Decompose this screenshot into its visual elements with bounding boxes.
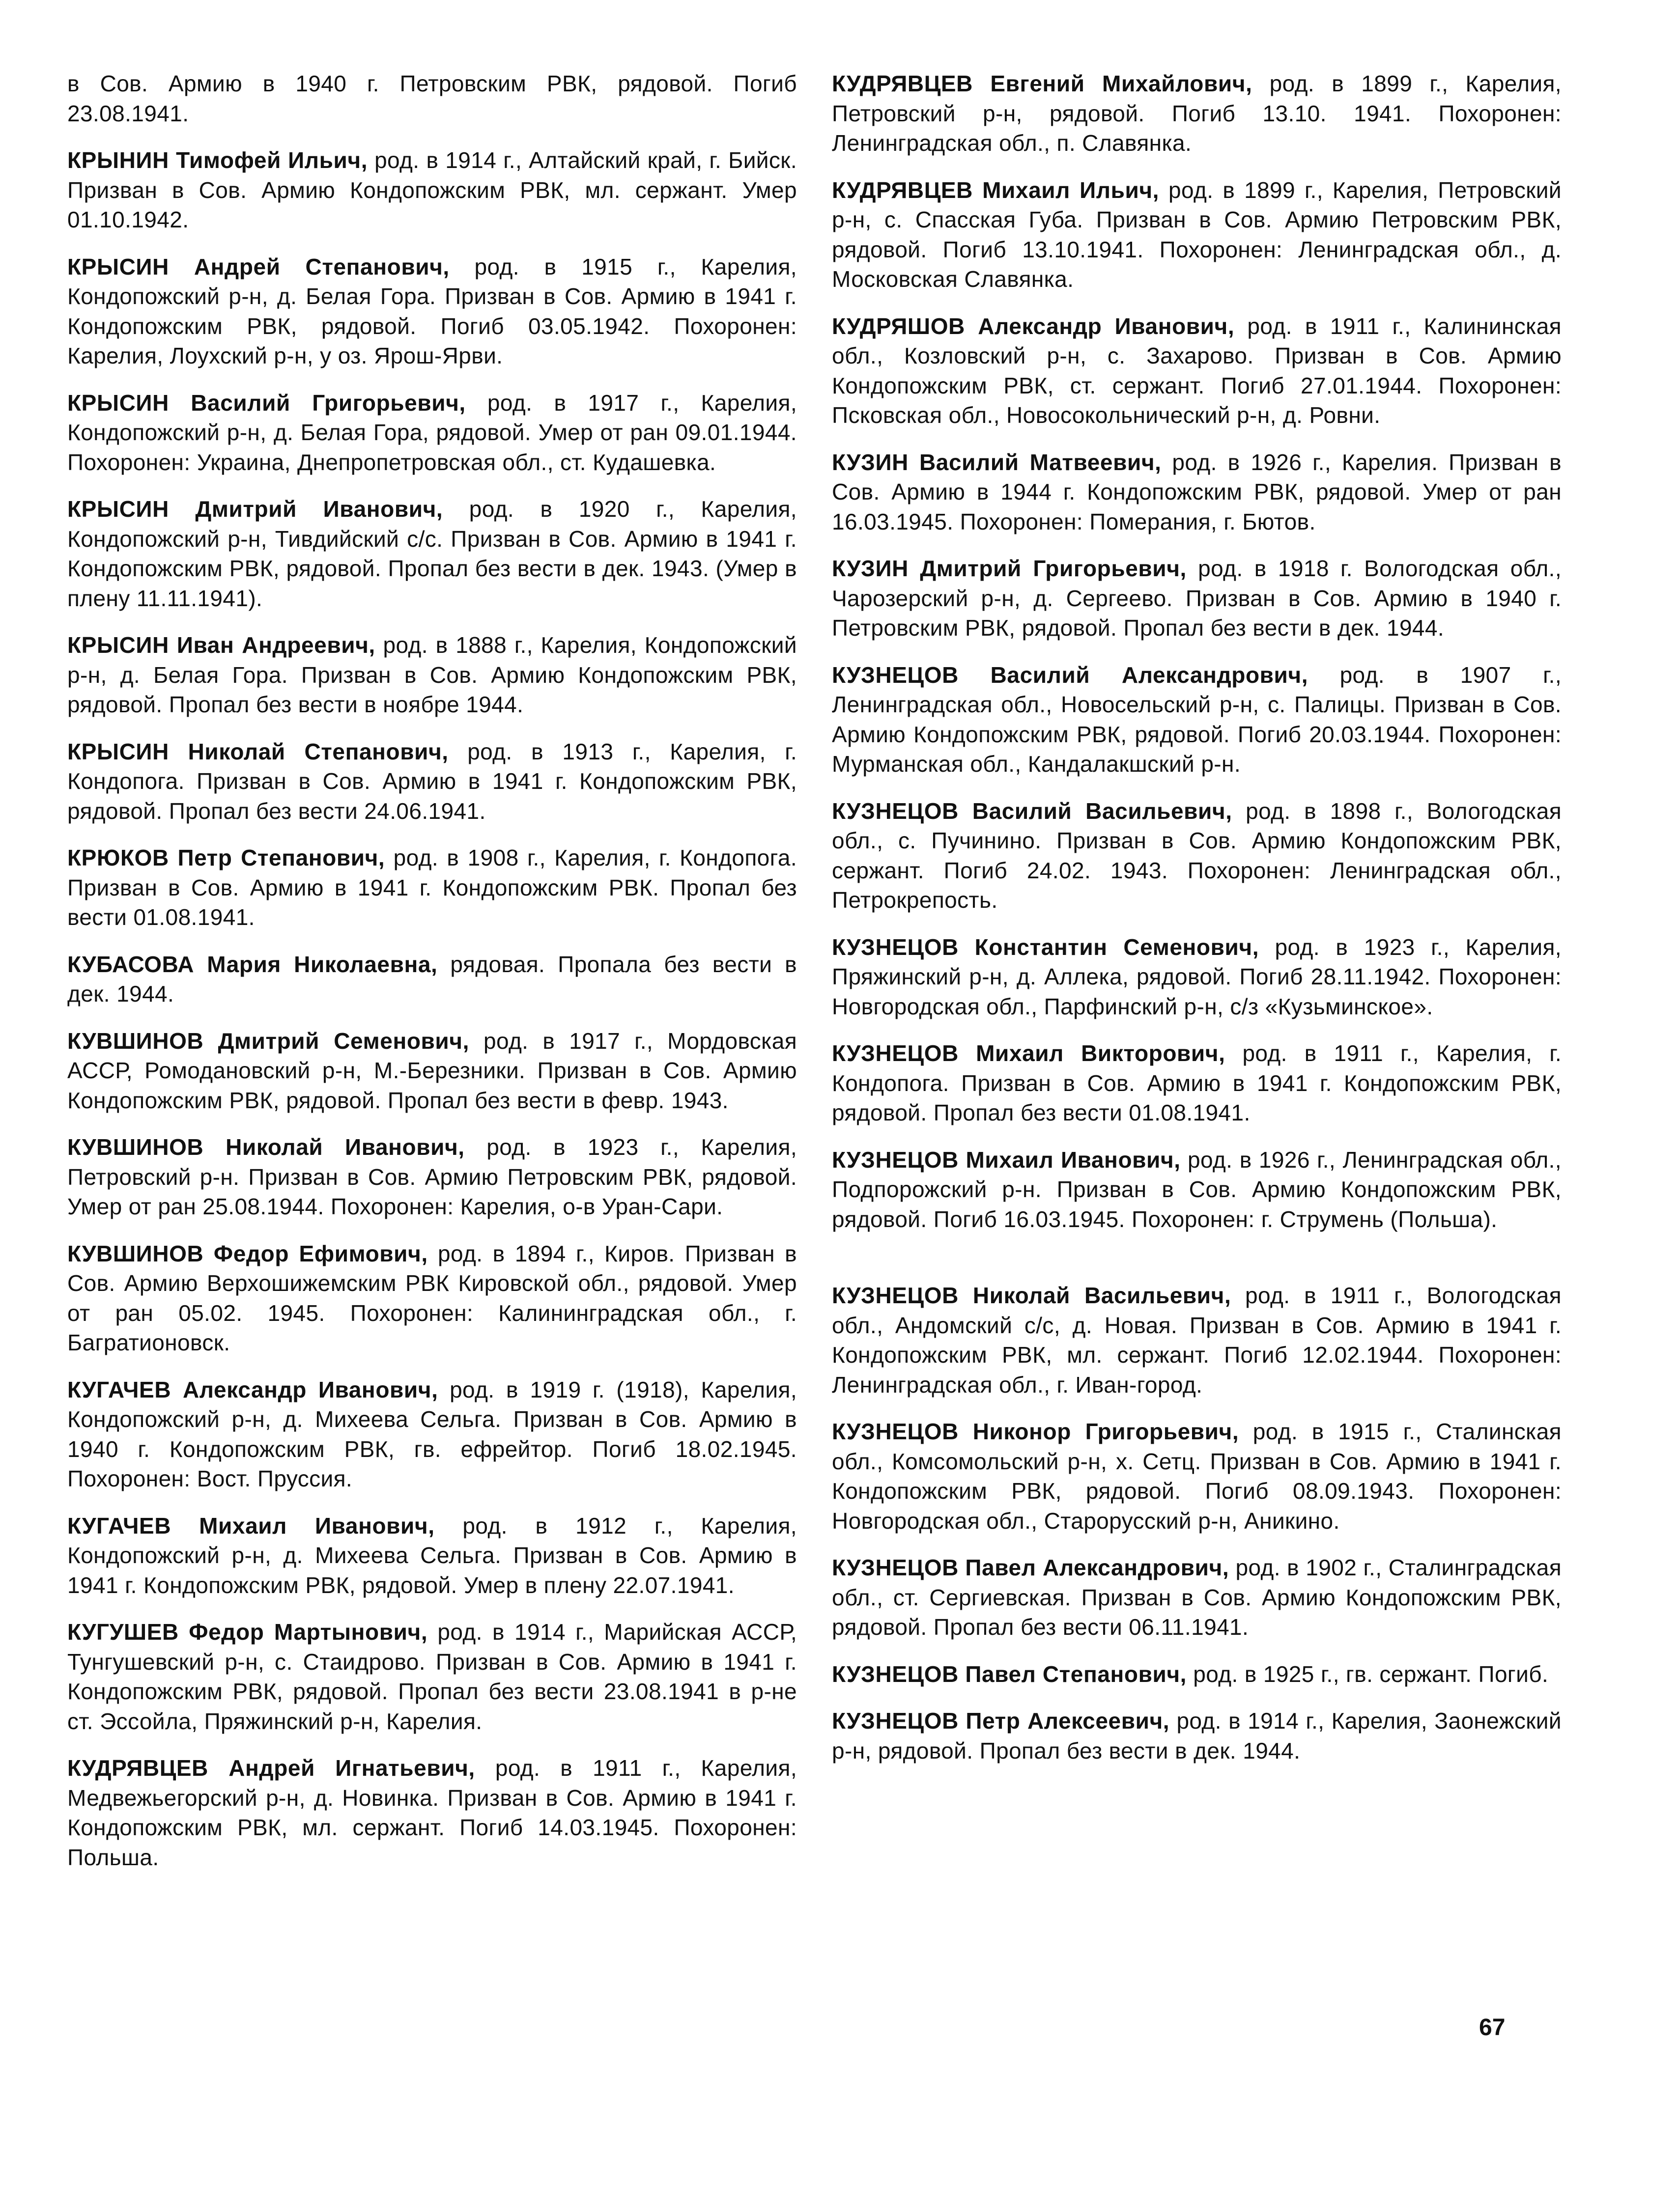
entry [832,1145,1562,1234]
entry-name: КУГУШЕВ Федор Мартынович, [67,1619,428,1645]
entry [67,1239,797,1358]
entry [832,554,1562,643]
page-number: 67 [1479,2015,1506,2041]
entry-text: род. в 1920 г., Карелия, Кондопожский р-н, Тивдийский с/с. Призван в Сов. Армию в 1941 г. Кондопожским РВК, рядовой. Пропал без вести в дек. 1943. (Умер в плену 11.11.1941). [67,496,797,611]
entry-name: КУЗНЕЦОВ Павел Александрович, [832,1555,1229,1580]
entry [832,660,1562,779]
entry [832,796,1562,915]
entry-text: род. в 1925 г., гв. сержант. Погиб. [1187,1661,1549,1687]
entry [67,145,797,235]
entry-name: КУДРЯВЦЕВ Андрей Игнатьевич, [67,1755,475,1781]
entry-text: род. в 1899 г., Карелия, Петровский р-н, рядовой. Погиб 13.10. 1941. Похоронен: Ленинградская обл., п. Славянка. [832,71,1562,156]
entry-name: КУГАЧЕВ Михаил Иванович, [67,1512,435,1539]
entry-name: КРЫСИН Иван Андреевич, [67,632,375,658]
entry-name: КУЗИН Василий Матвеевич, [832,449,1162,475]
entry-name: КУЗИН Дмитрий Григорьевич, [832,556,1187,581]
entry-name: КУЗНЕЦОВ Василий Александрович, [832,662,1308,688]
entry-name: КУДРЯВЦЕВ Евгений Михайлович, [832,71,1252,96]
entry [832,311,1562,430]
entry-name: КРЫСИН Николай Степанович, [67,738,449,764]
entry-text: род. в 1926 г., Ленинградская обл., Подпорожский р-н. Призван в Сов. Армию Кондопожским РВК, рядовой. Погиб 16.03.1945. Похоронен: г. Струмень (Польша). [832,1147,1562,1232]
entry-text: род. в 1911 г., Вологодская обл., Андомский с/с, д. Новая. Призван в Сов. Армию в 1941 г. Кондопожским РВК, мл. сержант. Погиб 12.02.1944. Похоронен: Ленинградская обл., г. Иван-город. [832,1283,1562,1398]
entry-text: род. в 1894 г., Киров. Призван в Сов. Армию Верхошижемским РВК Кировской обл., рядовой. Умер от ран 05.02. 1945. Похоронен: Калининградская обл., г. Багратионовск. [67,1240,797,1355]
entry [67,69,797,128]
entry-text: род. в 1915 г., Сталинская обл., Комсомольский р-н, х. Сетц. Призван в Сов. Армию в 1941 г. Кондопожским РВК, рядовой. Погиб 08.09.1943. Похоронен: Новгородская обл., Старорусский р-н, Аникино. [832,1419,1562,1534]
entry-text: род. в 1912 г., Карелия, Кондопожский р-н, д. Михеева Сельга. Призван в Сов. Армию в 1941 г. Кондопожским РВК, рядовой. Умер в плену 22.07.1941. [67,1512,797,1598]
entry-text: род. в 1923 г., Карелия, Пряжинский р-н, д. Аллека, рядовой. Погиб 28.11.1942. Похоронен: Новгородская обл., Парфинский р-н, с/з «Кузьминское». [832,934,1562,1019]
entry-name: КУГАЧЕВ Александр Иванович, [67,1376,438,1402]
entry [832,1281,1562,1400]
entry-text: род. в 1914 г., Алтайский край, г. Бийск. Призван в Сов. Армию Кондопожским РВК, мл. сержант. Умер 01.10.1942. [67,147,797,232]
entry-text: род. в 1908 г., Карелия, г. Кондопога. Призван в Сов. Армию в 1941 г. Кондопожским РВК. Пропал без вести 01.08.1941. [67,845,797,930]
entry [67,494,797,613]
entry-name: КУВШИНОВ Николай Иванович, [67,1134,465,1160]
entry-name: КРЫСИН Андрей Степанович, [67,253,450,280]
entry-text: рядовая. Пропала без вести в дек. 1944. [67,951,797,1007]
entry-text: род. в 1898 г., Вологодская обл., с. Пучинино. Призван в Сов. Армию Кондопожским РВК, сержант. Погиб 24.02. 1943. Похоронен: Ленинградская обл., Петрокрепость. [832,798,1562,913]
entry-name: КУЗНЕЦОВ Николай Васильевич, [832,1283,1231,1308]
entry-name: КУЗНЕЦОВ Василий Васильевич, [832,798,1232,824]
entry [67,843,797,932]
entry-text: в Сов. Армию в 1940 г. Петровским РВК, рядовой. Погиб 23.08.1941. [67,71,797,126]
entry-text: род. в 1923 г., Карелия, Петровский р-н. Призван в Сов. Армию Петровским РВК, рядовой. Умер от ран 25.08.1944. Похоронен: Карелия, о-в Уран-Сари. [67,1134,797,1219]
entry-text: род. в 1907 г., Ленинградская обл., Новосельский р-н, с. Палицы. Призван в Сов. Армию Кондопожским РВК, рядовой. Погиб 20.03.1944. Похоронен: Мурманская обл., Кандалакшский р-н. [832,662,1562,777]
entry-text: род. в 1911 г., Карелия, Медвежьегорский р-н, д. Новинка. Призван в Сов. Армию в 1941 г. Кондопожским РВК, мл. сержант. Погиб 14.03.1945. Похоронен: Польша. [67,1755,797,1870]
entry-name: КРЫСИН Дмитрий Иванович, [67,496,443,522]
entry-name: КРЫСИН Василий Григорьевич, [67,390,466,416]
entry [832,1038,1562,1128]
entry-name: КУЗНЕЦОВ Константин Семенович, [832,934,1259,960]
right-column [832,69,1562,1783]
entry-text: род. в 1902 г., Сталинградская обл., ст. Сергиевская. Призван в Сов. Армию Кондопожским РВК, рядовой. Пропал без вести 06.11.1941. [832,1555,1562,1640]
left-column [67,69,797,1889]
entry-name: КУБАСОВА Мария Николаевна, [67,951,438,977]
entry [832,69,1562,158]
entry-text: род. в 1914 г., Марийская АССР, Тунгушевский р-н, с. Стаидрово. Призван в Сов. Армию в 1941 г. Кондопожским РВК, рядовой. Пропал без вести 23.08.1941 в р-не ст. Эссойла, Пряжинский р-н, Карелия. [67,1619,797,1734]
entry-name: КУЗНЕЦОВ Михаил Иванович, [832,1147,1181,1173]
entry [832,1417,1562,1536]
entry-text: род. в 1913 г., Карелия, г. Кондопога. Призван в Сов. Армию в 1941 г. Кондопожским РВК, рядовой. Пропал без вести 24.06.1941. [67,738,797,824]
entry-text: род. в 1915 г., Карелия, Кондопожский р-н, д. Белая Гора. Призван в Сов. Армию в 1941 г. Кондопожским РВК, рядовой. Погиб 03.05.1942. Похоронен: Карелия, Лоухский р-н, у оз. Ярош-Ярви. [67,253,797,368]
entry-name: КУВШИНОВ Федор Ефимович, [67,1240,428,1266]
entry [832,175,1562,294]
entry-text: род. в 1926 г., Карелия. Призван в Сов. Армию в 1944 г. Кондопожским РВК, рядовой. Умер от ран 16.03.1945. Похоронен: Померания, г. Бютов. [832,449,1562,534]
entry [67,1375,797,1494]
entry [832,1553,1562,1642]
entry-text: род. в 1911 г., Калининская обл., Козловский р-н, с. Захарово. Призван в Сов. Армию Кондопожским РВК, ст. сержант. Погиб 27.01.1944. Похоронен: Псковская обл., Новосокольнический р-н, д. Ровни. [832,313,1562,428]
entry [67,1617,797,1736]
entry [67,1511,797,1600]
entry-name: КУЗНЕЦОВ Павел Степанович, [832,1661,1187,1687]
entry-text: род. в 1917 г., Мордовская АССР, Ромодановский р-н, М.-Березники. Призван в Сов. Армию Кондопожским РВК, рядовой. Пропал без вести в февр. 1943. [67,1028,797,1113]
entry-name: КРЮКОВ Петр Степанович, [67,845,385,870]
entry-name: КУДРЯВЦЕВ Михаил Ильич, [832,177,1160,203]
entry-text: род. в 1911 г., Карелия, г. Кондопога. Призван в Сов. Армию в 1941 г. Кондопожским РВК, рядовой. Пропал без вести 01.08.1941. [832,1040,1562,1125]
entry-text: род. в 1888 г., Карелия, Кондопожский р-н, д. Белая Гора. Призван в Сов. Армию Кондопожским РВК, рядовой. Пропал без вести в ноябре 1944. [67,632,797,717]
entry [67,630,797,720]
entry [67,1026,797,1116]
entry-text: род. в 1917 г., Карелия, Кондопожский р-н, д. Белая Гора, рядовой. Умер от ран 09.01.1944. Похоронен: Украина, Днепропетровская обл., ст. Кудашевка. [67,390,797,475]
entry-name: КРЫНИН Тимофей Ильич, [67,147,368,173]
entry [832,1659,1562,1689]
entry [67,950,797,1009]
entry [67,737,797,826]
entry [832,932,1562,1022]
entry-name: КУЗНЕЦОВ Никонор Григорьевич, [832,1419,1239,1444]
entry-name: КУДРЯШОВ Александр Иванович, [832,313,1235,339]
entry-name: КУВШИНОВ Дмитрий Семенович, [67,1028,469,1054]
entry [67,1132,797,1222]
entry [832,1706,1562,1765]
entry [832,448,1562,537]
entry-text: род. в 1899 г., Карелия, Петровский р-н, с. Спасская Губа. Призван в Сов. Армию Петровским РВК, рядовой. Погиб 13.10.1941. Похоронен: Ленинградская обл., д. Московская Славянка. [832,177,1562,292]
entry-text: род. в 1914 г., Карелия, Заонежский р-н, рядовой. Пропал без вести в дек. 1944. [832,1708,1562,1764]
entry [67,388,797,477]
entry [67,1753,797,1872]
entry-name: КУЗНЕЦОВ Михаил Викторович, [832,1040,1225,1066]
entry-name: КУЗНЕЦОВ Петр Алексеевич, [832,1708,1170,1734]
entry-text: род. в 1918 г. Вологодская обл., Чарозерский р-н, д. Сергеево. Призван в Сов. Армию в 1940 г. Петровским РВК, рядовой. Пропал без вести в дек. 1944. [832,556,1562,641]
entry [67,252,797,371]
entry-text: род. в 1919 г. (1918), Карелия, Кондопожский р-н, д. Михеева Сельга. Призван в Сов. Армию в 1940 г. Кондопожским РВК, гв. ефрейтор. Погиб 18.02.1945. Похоронен: Вост. Пруссия. [67,1376,797,1491]
